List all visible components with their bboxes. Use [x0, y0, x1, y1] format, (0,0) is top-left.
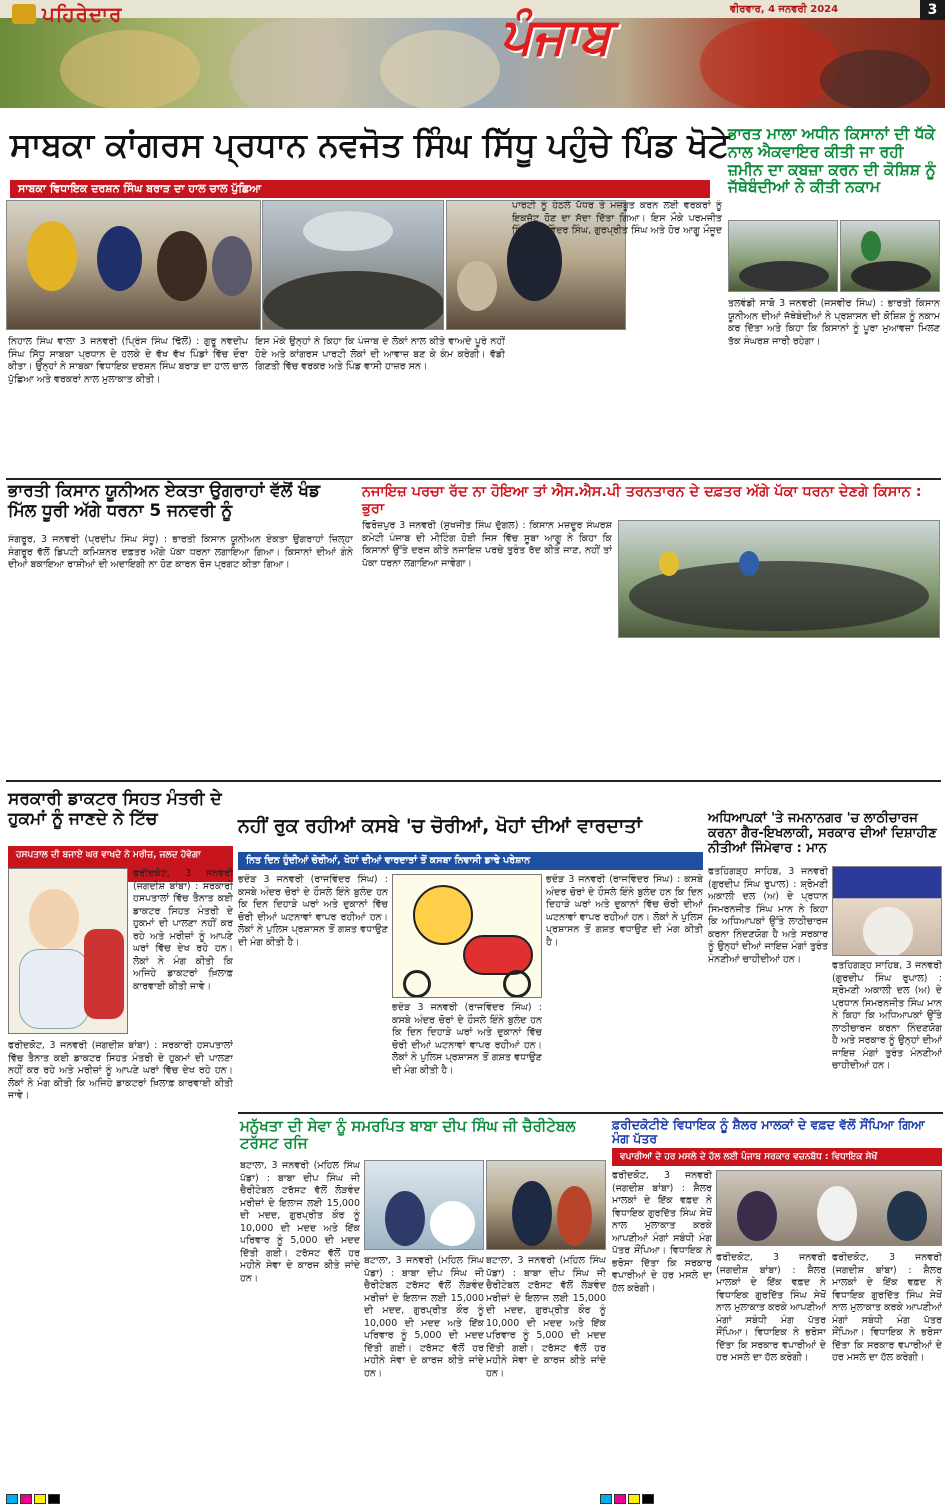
sheller-body-col3: ਫਰੀਦਕੋਟ, 3 ਜਨਵਰੀ (ਜਗਦੀਸ਼ ਬਾਂਬਾ) : ਸ਼ੈਲਰ ਮਾਲਕਾਂ ਦੇ ਇੱਕ ਵਫ਼ਦ ਨੇ ਵਿਧਾਇਕ ਗੁਰਦਿੱਤ ਸਿੰਘ ਸੇਖੋਂ ਨਾਲ ਮੁਲਾਕਾਤ ਕਰਕੇ ਆਪਣੀਆਂ ਮੰਗਾਂ ਸਬੰਧੀ ਮੰਗ ਪੱਤਰ ਸੌਂਪਿਆ। ਵਿਧਾਇਕ ਨੇ ਭਰੋਸਾ ਦਿੱਤਾ ਕਿ ਸਰਕਾਰ ਵਪਾਰੀਆਂ ਦੇ ਹਰ ਮਸਲੇ ਦਾ ਹੱਲ ਕਰੇਗੀ।: [832, 1252, 942, 1363]
lead-body-col1: ਨਿਹਾਲ ਸਿੰਘ ਵਾਲਾ 3 ਜਨਵਰੀ (ਪ੍ਰਿੰਸ ਸਿੰਘ ਢਿੱਲੋਂ) : ਗੁਰੂ ਨਵਦੀਪ ਸਿੰਘ ਸਿੱਧੂ ਸਾਬਕਾ ਪ੍ਰਧਾਨ ਦੇ ਹਲਕੇ ਦੇ ਵੱਖ ਵੱਖ ਪਿੰਡਾਂ ਵਿੱਚ ਦੌਰਾ ਕੀਤਾ। ਉਨ੍ਹਾਂ ਨੇ ਸਾਬਕਾ ਵਿਧਾਇਕ ਦਰਸ਼ਨ ਸਿੰਘ ਬਰਾੜ ਦਾ ਹਾਲ ਚਾਲ ਪੁੱਛਿਆ ਅਤੇ ਵਰਕਰਾਂ ਨਾਲ ਮੁਲਾਕਾਤ ਕੀਤੀ।: [8, 336, 248, 385]
section-title: ਪੰਜਾਬ: [500, 6, 611, 65]
masthead: [0, 0, 945, 108]
lead-body-col3: ਪਾਰਟੀ ਨੂੰ ਹੇਠਲੇ ਪੱਧਰ ਤੇ ਮਜ਼ਬੂਤ ਕਰਨ ਲਈ ਵਰਕਰਾਂ ਨੂੰ ਇਕਜੁੱਟ ਹੋਣ ਦਾ ਸੱਦਾ ਦਿੱਤਾ ਗਿਆ। ਇਸ ਮੌਕੇ ਪਰਮਜੀਤ ਸਿੰਘ, ਜਸਵਿੰਦਰ ਸਿੰਘ, ਗੁਰਪ੍ਰੀਤ ਸਿੰਘ ਅਤੇ ਹੋਰ ਆਗੂ ਮੌਜੂਦ ਸਨ।: [512, 200, 722, 249]
doctor-headline: ਸਰਕਾਰੀ ਡਾਕਟਰ ਸਿਹਤ ਮੰਤਰੀ ਦੇ ਹੁਕਮਾਂ ਨੂੰ ਜਾਣਦੇ ਨੇ ਟਿੱਚ: [8, 789, 222, 829]
trust-photo-hospital: [364, 1160, 484, 1250]
tarn-taran-headline: ਨਜਾਇਜ਼ ਪਰਚਾ ਰੱਦ ਨਾ ਹੋਇਆ ਤਾਂ ਐਸ.ਐਸ.ਪੀ ਤਰਨਤਾਰਨ ਦੇ ਦਫ਼ਤਰ ਅੱਗੇ ਪੱਕਾ ਧਰਨਾ ਦੇਣਗੇ ਕਿਸਾਨ : ਭੁਰਾ: [362, 484, 922, 517]
brand-logo: [12, 4, 36, 24]
doctor-body-side: ਫਰੀਦਕੋਟ, 3 ਜਨਵਰੀ (ਜਗਦੀਸ਼ ਬਾਂਬਾ) : ਸਰਕਾਰੀ ਹਸਪਤਾਲਾਂ ਵਿੱਚ ਤੈਨਾਤ ਕਈ ਡਾਕਟਰ ਸਿਹਤ ਮੰਤਰੀ ਦੇ ਹੁਕਮਾਂ ਦੀ ਪਾਲਣਾ ਨਹੀਂ ਕਰ ਰਹੇ ਅਤੇ ਮਰੀਜ਼ਾਂ ਨੂੰ ਆਪਣੇ ਘਰਾਂ ਵਿੱਚ ਦੇਖ ਰਹੇ ਹਨ। ਲੋਕਾਂ ਨੇ ਮੰਗ ਕੀਤੀ ਕਿ ਅਜਿਹੇ ਡਾਕਟਰਾਂ ਖ਼ਿਲਾਫ਼ ਕਾਰਵਾਈ ਕੀਤੀ ਜਾਵੇ।: [133, 868, 233, 992]
doctor-cartoon: [8, 868, 128, 1034]
ugrahan-headline: ਭਾਰਤੀ ਕਿਸਾਨ ਯੂਨੀਅਨ ਏਕਤਾ ਉਗਰਾਹਾਂ ਵੱਲੋਂ ਖੰਡ ਮਿੱਲ ਧੂਰੀ ਅੱਗੇ ਧਰਨਾ 5 ਜਨਵਰੀ ਨੂੰ: [8, 481, 321, 521]
trust-body-col2: ਬਟਾਲਾ, 3 ਜਨਵਰੀ (ਮਹਿਲ ਸਿੰਘ ਪੱਡਾ) : ਬਾਬਾ ਦੀਪ ਸਿੰਘ ਜੀ ਚੈਰੀਟੇਬਲ ਟਰੱਸਟ ਵੱਲੋਂ ਲੋੜਵੰਦ ਮਰੀਜ਼ਾਂ ਦੇ ਇਲਾਜ ਲਈ 15,000 ਦੀ ਮਦਦ, ਗੁਰਪ੍ਰੀਤ ਕੌਰ ਨੂੰ 10,000 ਦੀ ਮਦਦ ਅਤੇ ਇੱਕ ਪਰਿਵਾਰ ਨੂੰ 5,000 ਦੀ ਮਦਦ ਦਿੱਤੀ ਗਈ। ਟਰੱਸਟ ਵੱਲੋਂ ਹਰ ਮਹੀਨੇ ਸੇਵਾ ਦੇ ਕਾਰਜ ਕੀਤੇ ਜਾਂਦੇ ਹਨ।: [364, 1255, 484, 1379]
masthead-scene-procession: [380, 30, 500, 108]
sheller-photo: [716, 1170, 942, 1246]
lead-photo-crowd: [262, 200, 444, 330]
trust-photo-donation: [486, 1160, 606, 1250]
divider-row1: [6, 478, 941, 480]
theft-body-col1: ਭਦੌੜ 3 ਜਨਵਰੀ (ਰਾਜਵਿੰਦਰ ਸਿੰਘ) : ਕਸਬੇ ਅੰਦਰ ਚੋਰਾਂ ਦੇ ਹੌਸਲੇ ਇੰਨੇ ਬੁਲੰਦ ਹਨ ਕਿ ਦਿਨ ਦਿਹਾੜੇ ਘਰਾਂ ਅਤੇ ਦੁਕਾਨਾਂ ਵਿੱਚ ਚੋਰੀ ਦੀਆਂ ਘਟਨਾਵਾਂ ਵਾਪਰ ਰਹੀਆਂ ਹਨ। ਲੋਕਾਂ ਨੇ ਪੁਲਿਸ ਪ੍ਰਸ਼ਾਸਨ ਤੋਂ ਗਸ਼ਤ ਵਧਾਉਣ ਦੀ ਮੰਗ ਕੀਤੀ ਹੈ।: [238, 874, 388, 948]
lead-subhead: ਸਾਬਕਾ ਵਿਧਾਇਕ ਦਰਸ਼ਨ ਸਿੰਘ ਬਰਾੜ ਦਾ ਹਾਲ ਚਾਲ ਪੁੱਛਿਆ: [10, 180, 710, 198]
trust-headline: ਮਨੁੱਖਤਾ ਦੀ ਸੇਵਾ ਨੂੰ ਸਮਰਪਿਤ ਬਾਬਾ ਦੀਪ ਸਿੰਘ ਜੀ ਚੈਰੀਟੇਬਲ ਟਰੱਸਟ ਰਜਿ: [240, 1117, 576, 1153]
page-number: 3: [920, 0, 945, 20]
lead-body-col2: ਇਸ ਮੌਕੇ ਉਨ੍ਹਾਂ ਨੇ ਕਿਹਾ ਕਿ ਪੰਜਾਬ ਦੇ ਲੋਕਾਂ ਨਾਲ ਕੀਤੇ ਵਾਅਦੇ ਪੂਰੇ ਨਹੀਂ ਹੋਏ ਅਤੇ ਕਾਂਗਰਸ ਪਾਰਟੀ ਲੋਕਾਂ ਦੀ ਆਵਾਜ਼ ਬਣ ਕੇ ਕੰਮ ਕਰੇਗੀ। ਵੱਡੀ ਗਿਣਤੀ ਵਿੱਚ ਵਰਕਰ ਅਤੇ ਪਿੰਡ ਵਾਸੀ ਹਾਜ਼ਰ ਸਨ।: [255, 336, 505, 372]
sheller-band: ਵਪਾਰੀਆਂ ਦੇ ਹਰ ਮਸਲੇ ਦੇ ਹੱਲ ਲਈ ਪੰਜਾਬ ਸਰਕਾਰ ਵਚਨਬੱਧ : ਵਿਧਾਇਕ ਸੇਖੋਂ: [612, 1148, 942, 1166]
sheller-headline: ਫ਼ਰੀਦਕੋਟੀਏ ਵਿਧਾਇਕ ਨੂੰ ਸ਼ੈਲਰ ਮਾਲਕਾਂ ਦੇ ਵਫ਼ਦ ਵੱਲੋਂ ਸੌਂਪਿਆ ਗਿਆ ਮੰਗ ਪੱਤਰ: [612, 1117, 925, 1147]
masthead-scene-tractor: [820, 50, 930, 108]
tarn-taran-photo: [618, 520, 940, 638]
right-top-body: ਤਲਵੰਡੀ ਸਾਬੋ 3 ਜਨਵਰੀ (ਜਸਵੀਰ ਸਿੰਘ) : ਭਾਰਤੀ ਕਿਸਾਨ ਯੂਨੀਅਨ ਦੀਆਂ ਜੱਥੇਬੰਦੀਆਂ ਨੇ ਪ੍ਰਸ਼ਾਸਨ ਦੀ ਕੋਸ਼ਿਸ਼ ਨੂੰ ਨਕਾਮ ਕਰ ਦਿੱਤਾ ਅਤੇ ਕਿਹਾ ਕਿ ਕਿਸਾਨਾਂ ਨੂੰ ਪੂਰਾ ਮੁਆਵਜ਼ਾ ਮਿਲਣ ਤੱਕ ਸੰਘਰਸ਼ ਜਾਰੀ ਰਹੇਗਾ।: [728, 298, 940, 347]
masthead-scene-turbans: [700, 20, 840, 108]
mann-body-side: ਫਤਹਿਗੜ੍ਹ ਸਾਹਿਬ, 3 ਜਨਵਰੀ (ਗੁਰਦੀਪ ਸਿੰਘ ਰੁਪਾਲ) : ਸ਼੍ਰੋਮਣੀ ਅਕਾਲੀ ਦਲ (ਅ) ਦੇ ਪ੍ਰਧਾਨ ਸਿਮਰਨਜੀਤ ਸਿੰਘ ਮਾਨ ਨੇ ਕਿਹਾ ਕਿ ਅਧਿਆਪਕਾਂ ਉੱਤੇ ਲਾਠੀਚਾਰਜ ਕਰਨਾ ਨਿੰਦਣਯੋਗ ਹੈ ਅਤੇ ਸਰਕਾਰ ਨੂੰ ਉਨ੍ਹਾਂ ਦੀਆਂ ਜਾਇਜ਼ ਮੰਗਾਂ ਤੁਰੰਤ ਮੰਨਣੀਆਂ ਚਾਹੀਦੀਆਂ ਹਨ।: [832, 960, 942, 1071]
lead-photo-sidhu: [6, 200, 261, 330]
masthead-scene-dancers: [230, 20, 350, 108]
right-top-headline: ਭਾਰਤ ਮਾਲਾ ਅਧੀਨ ਕਿਸਾਨਾਂ ਦੀ ਧੱਕੇ ਨਾਲ ਐਕਵਾਇਰ ਕੀਤੀ ਜਾ ਰਹੀ ਜ਼ਮੀਨ ਦਾ ਕਬਜ਼ਾ ਕਰਨ ਦੀ ਕੋਸ਼ਿਸ਼ ਨੂੰ ਜੱਥੇਬੰਦੀਆਂ ਨੇ ਕੀਤੀ ਨਕਾਮ: [728, 125, 936, 197]
right-top-photo-flags: [840, 220, 940, 292]
brand: [12, 2, 212, 28]
mann-portrait: [832, 866, 942, 956]
lead-headline: ਸਾਬਕਾ ਕਾਂਗਰਸ ਪ੍ਰਧਾਨ ਨਵਜੋਤ ਸਿੰਘ ਸਿੱਧੂ ਪਹੁੰਚੇ ਪਿੰਡ ਖੋਟੇ: [10, 125, 730, 164]
divider-row2: [6, 780, 941, 782]
sheller-body-col1: ਫਰੀਦਕੋਟ, 3 ਜਨਵਰੀ (ਜਗਦੀਸ਼ ਬਾਂਬਾ) : ਸ਼ੈਲਰ ਮਾਲਕਾਂ ਦੇ ਇੱਕ ਵਫ਼ਦ ਨੇ ਵਿਧਾਇਕ ਗੁਰਦਿੱਤ ਸਿੰਘ ਸੇਖੋਂ ਨਾਲ ਮੁਲਾਕਾਤ ਕਰਕੇ ਆਪਣੀਆਂ ਮੰਗਾਂ ਸਬੰਧੀ ਮੰਗ ਪੱਤਰ ਸੌਂਪਿਆ। ਵਿਧਾਇਕ ਨੇ ਭਰੋਸਾ ਦਿੱਤਾ ਕਿ ਸਰਕਾਰ ਵਪਾਰੀਆਂ ਦੇ ਹਰ ਮਸਲੇ ਦਾ ਹੱਲ ਕਰੇਗੀ।: [612, 1170, 712, 1294]
brand-name: ਪਹਿਰੇਦਾਰ: [42, 2, 123, 26]
theft-band: ਨਿਤ ਦਿਨ ਹੁੰਦੀਆਂ ਚੋਰੀਆਂ, ਖੋਹਾਂ ਦੀਆਂ ਵਾਰਦਾਤਾਂ ਤੋਂ ਕਸਬਾ ਨਿਵਾਸੀ ਡਾਢੇ ਪਰੇਸ਼ਾਨ: [238, 852, 703, 870]
right-top-photo-protest: [728, 220, 838, 292]
mann-body: ਫਤਹਿਗੜ੍ਹ ਸਾਹਿਬ, 3 ਜਨਵਰੀ (ਗੁਰਦੀਪ ਸਿੰਘ ਰੁਪਾਲ) : ਸ਼੍ਰੋਮਣੀ ਅਕਾਲੀ ਦਲ (ਅ) ਦੇ ਪ੍ਰਧਾਨ ਸਿਮਰਨਜੀਤ ਸਿੰਘ ਮਾਨ ਨੇ ਕਿਹਾ ਕਿ ਅਧਿਆਪਕਾਂ ਉੱਤੇ ਲਾਠੀਚਾਰਜ ਕਰਨਾ ਨਿੰਦਣਯੋਗ ਹੈ ਅਤੇ ਸਰਕਾਰ ਨੂੰ ਉਨ੍ਹਾਂ ਦੀਆਂ ਜਾਇਜ਼ ਮੰਗਾਂ ਤੁਰੰਤ ਮੰਨਣੀਆਂ ਚਾਹੀਦੀਆਂ ਹਨ।: [708, 866, 828, 965]
mann-headline: ਅਧਿਆਪਕਾਂ 'ਤੇ ਜਮਨਾਨਗਰ 'ਚ ਲਾਠੀਚਾਰਜ ਕਰਨਾ ਗੈਰ-ਇਖਲਾਕੀ, ਸਰਕਾਰ ਦੀਆਂ ਦਿਸ਼ਾਹੀਣ ਨੀਤੀਆਂ ਜਿੰਮੇਵਾਰ : ਮਾਨ: [708, 811, 937, 856]
theft-cartoon: [392, 874, 542, 998]
sheller-body-col2: ਫਰੀਦਕੋਟ, 3 ਜਨਵਰੀ (ਜਗਦੀਸ਼ ਬਾਂਬਾ) : ਸ਼ੈਲਰ ਮਾਲਕਾਂ ਦੇ ਇੱਕ ਵਫ਼ਦ ਨੇ ਵਿਧਾਇਕ ਗੁਰਦਿੱਤ ਸਿੰਘ ਸੇਖੋਂ ਨਾਲ ਮੁਲਾਕਾਤ ਕਰਕੇ ਆਪਣੀਆਂ ਮੰਗਾਂ ਸਬੰਧੀ ਮੰਗ ਪੱਤਰ ਸੌਂਪਿਆ। ਵਿਧਾਇਕ ਨੇ ਭਰੋਸਾ ਦਿੱਤਾ ਕਿ ਸਰਕਾਰ ਵਪਾਰੀਆਂ ਦੇ ਹਰ ਮਸਲੇ ਦਾ ਹੱਲ ਕਰੇਗੀ।: [716, 1252, 826, 1363]
theft-headline: ਨਹੀਂ ਰੁਕ ਰਹੀਆਂ ਕਸਬੇ 'ਚ ਚੋਰੀਆਂ, ਖੋਹਾਂ ਦੀਆਂ ਵਾਰਦਾਤਾਂ: [238, 815, 642, 837]
trust-body-col1: ਬਟਾਲਾ, 3 ਜਨਵਰੀ (ਮਹਿਲ ਸਿੰਘ ਪੱਡਾ) : ਬਾਬਾ ਦੀਪ ਸਿੰਘ ਜੀ ਚੈਰੀਟੇਬਲ ਟਰੱਸਟ ਵੱਲੋਂ ਲੋੜਵੰਦ ਮਰੀਜ਼ਾਂ ਦੇ ਇਲਾਜ ਲਈ 15,000 ਦੀ ਮਦਦ, ਗੁਰਪ੍ਰੀਤ ਕੌਰ ਨੂੰ 10,000 ਦੀ ਮਦਦ ਅਤੇ ਇੱਕ ਪਰਿਵਾਰ ਨੂੰ 5,000 ਦੀ ਮਦਦ ਦਿੱਤੀ ਗਈ। ਟਰੱਸਟ ਵੱਲੋਂ ਹਰ ਮਹੀਨੇ ਸੇਵਾ ਦੇ ਕਾਰਜ ਕੀਤੇ ਜਾਂਦੇ ਹਨ।: [240, 1160, 360, 1284]
dateline: ਵੀਰਵਾਰ, 4 ਜਨਵਰੀ 2024: [730, 4, 839, 15]
masthead-scene-left: [60, 30, 200, 108]
theft-body-col3: ਭਦੌੜ 3 ਜਨਵਰੀ (ਰਾਜਵਿੰਦਰ ਸਿੰਘ) : ਕਸਬੇ ਅੰਦਰ ਚੋਰਾਂ ਦੇ ਹੌਸਲੇ ਇੰਨੇ ਬੁਲੰਦ ਹਨ ਕਿ ਦਿਨ ਦਿਹਾੜੇ ਘਰਾਂ ਅਤੇ ਦੁਕਾਨਾਂ ਵਿੱਚ ਚੋਰੀ ਦੀਆਂ ਘਟਨਾਵਾਂ ਵਾਪਰ ਰਹੀਆਂ ਹਨ। ਲੋਕਾਂ ਨੇ ਪੁਲਿਸ ਪ੍ਰਸ਼ਾਸਨ ਤੋਂ ਗਸ਼ਤ ਵਧਾਉਣ ਦੀ ਮੰਗ ਕੀਤੀ ਹੈ।: [546, 874, 703, 948]
registration-marks-left: [6, 1494, 62, 1504]
divider-row3: [238, 1112, 943, 1114]
tarn-taran-body: ਫਿਰੋਜ਼ਪੁਰ 3 ਜਨਵਰੀ (ਸੁਖਜੀਤ ਸਿੰਘ ਦੁੱਗਲ) : ਕਿਸਾਨ ਮਜ਼ਦੂਰ ਸੰਘਰਸ਼ ਕਮੇਟੀ ਪੰਜਾਬ ਦੀ ਮੀਟਿੰਗ ਹੋਈ ਜਿਸ ਵਿੱਚ ਸੂਬਾ ਆਗੂ ਨੇ ਕਿਹਾ ਕਿ ਕਿਸਾਨਾਂ ਉੱਤੇ ਦਰਜ ਕੀਤੇ ਨਜਾਇਜ਼ ਪਰਚੇ ਤੁਰੰਤ ਰੱਦ ਕੀਤੇ ਜਾਣ, ਨਹੀਂ ਤਾਂ ਪੱਕਾ ਧਰਨਾ ਲਗਾਇਆ ਜਾਵੇਗਾ।: [362, 520, 612, 569]
doctor-band: ਹਸਪਤਾਲ ਦੀ ਬਜਾਏ ਘਰ ਵਾਖਦੇ ਨੇ ਮਰੀਜ਼, ਜਲਦ ਹੋਵੇਗਾ: [8, 846, 233, 882]
registration-marks-right: [600, 1494, 656, 1504]
ugrahan-body: ਸੰਗਰੂਰ, 3 ਜਨਵਰੀ (ਪ੍ਰਦੀਪ ਸਿੰਘ ਸੰਧੂ) : ਭਾਰਤੀ ਕਿਸਾਨ ਯੂਨੀਅਨ ਏਕਤਾ ਉਗਰਾਹਾਂ ਜ਼ਿਲ੍ਹਾ ਸੰਗਰੂਰ ਵੱਲੋਂ ਡਿਪਟੀ ਕਮਿਸ਼ਨਰ ਦਫ਼ਤਰ ਅੱਗੇ ਪੱਕਾ ਧਰਨਾ ਲਗਾਇਆ ਗਿਆ। ਕਿਸਾਨਾਂ ਦੀਆਂ ਗੰਨੇ ਦੀਆਂ ਬਕਾਇਆ ਰਾਸ਼ੀਆਂ ਦੀ ਅਦਾਇਗੀ ਨਾ ਹੋਣ ਕਾਰਨ ਰੋਸ ਪ੍ਰਗਟ ਕੀਤਾ ਗਿਆ।: [8, 534, 353, 570]
theft-body-col2: ਭਦੌੜ 3 ਜਨਵਰੀ (ਰਾਜਵਿੰਦਰ ਸਿੰਘ) : ਕਸਬੇ ਅੰਦਰ ਚੋਰਾਂ ਦੇ ਹੌਸਲੇ ਇੰਨੇ ਬੁਲੰਦ ਹਨ ਕਿ ਦਿਨ ਦਿਹਾੜੇ ਘਰਾਂ ਅਤੇ ਦੁਕਾਨਾਂ ਵਿੱਚ ਚੋਰੀ ਦੀਆਂ ਘਟਨਾਵਾਂ ਵਾਪਰ ਰਹੀਆਂ ਹਨ। ਲੋਕਾਂ ਨੇ ਪੁਲਿਸ ਪ੍ਰਸ਼ਾਸਨ ਤੋਂ ਗਸ਼ਤ ਵਧਾਉਣ ਦੀ ਮੰਗ ਕੀਤੀ ਹੈ।: [392, 1002, 542, 1076]
trust-body-col3: ਬਟਾਲਾ, 3 ਜਨਵਰੀ (ਮਹਿਲ ਸਿੰਘ ਪੱਡਾ) : ਬਾਬਾ ਦੀਪ ਸਿੰਘ ਜੀ ਚੈਰੀਟੇਬਲ ਟਰੱਸਟ ਵੱਲੋਂ ਲੋੜਵੰਦ ਮਰੀਜ਼ਾਂ ਦੇ ਇਲਾਜ ਲਈ 15,000 ਦੀ ਮਦਦ, ਗੁਰਪ੍ਰੀਤ ਕੌਰ ਨੂੰ 10,000 ਦੀ ਮਦਦ ਅਤੇ ਇੱਕ ਪਰਿਵਾਰ ਨੂੰ 5,000 ਦੀ ਮਦਦ ਦਿੱਤੀ ਗਈ। ਟਰੱਸਟ ਵੱਲੋਂ ਹਰ ਮਹੀਨੇ ਸੇਵਾ ਦੇ ਕਾਰਜ ਕੀਤੇ ਜਾਂਦੇ ਹਨ।: [486, 1255, 606, 1379]
doctor-body: ਫਰੀਦਕੋਟ, 3 ਜਨਵਰੀ (ਜਗਦੀਸ਼ ਬਾਂਬਾ) : ਸਰਕਾਰੀ ਹਸਪਤਾਲਾਂ ਵਿੱਚ ਤੈਨਾਤ ਕਈ ਡਾਕਟਰ ਸਿਹਤ ਮੰਤਰੀ ਦੇ ਹੁਕਮਾਂ ਦੀ ਪਾਲਣਾ ਨਹੀਂ ਕਰ ਰਹੇ ਅਤੇ ਮਰੀਜ਼ਾਂ ਨੂੰ ਆਪਣੇ ਘਰਾਂ ਵਿੱਚ ਦੇਖ ਰਹੇ ਹਨ। ਲੋਕਾਂ ਨੇ ਮੰਗ ਕੀਤੀ ਕਿ ਅਜਿਹੇ ਡਾਕਟਰਾਂ ਖ਼ਿਲਾਫ਼ ਕਾਰਵਾਈ ਕੀਤੀ ਜਾਵੇ।: [8, 1040, 233, 1101]
